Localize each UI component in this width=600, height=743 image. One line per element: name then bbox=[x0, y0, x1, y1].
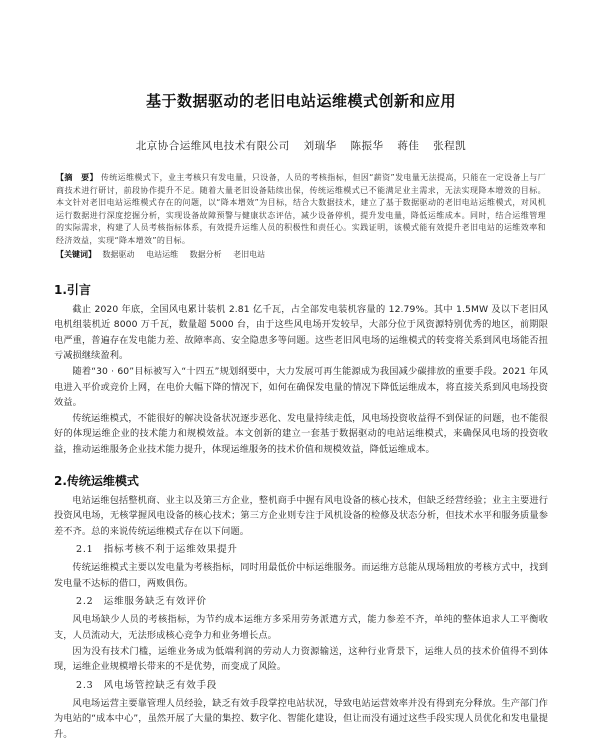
keywords bbox=[54, 249, 548, 261]
section-heading-introduction: 1.引言 bbox=[54, 282, 91, 297]
subsection-heading: 2.2 运维服务缺乏有效评价 bbox=[76, 596, 207, 608]
keyword: 数据分析 bbox=[189, 249, 222, 259]
paragraph: 传统运维模式，不能很好的解决设备状况逐步恶化、发电量持续走低，风电场投资收益得不到保证的问题，也不能很好的体现运维企业的技术能力和规模效益。本文创新的建立一套基于数据驱动的电站运维模式，来确保风电场的投资收益，推动运维服务企业技术能力提升，体现运维服务的技术价值和规模效益，降低运维成本。 bbox=[54, 412, 548, 455]
section-heading-traditional-om: 2.传统运维模式 bbox=[54, 473, 139, 488]
abstract-label: 【摘 要】 bbox=[56, 173, 98, 182]
abstract-text: 传统运维模式下，业主考核只有发电量，只设备，人员的考核指标，但因“薪资”发电量无法提高，只能在一定设备上与厂商技术进行研讨，前段协作提升不足。随着大量老旧设备陆续出保，传统运维模式已不能满足业主需求，无法实现降本增效的目标。本文针对老旧电站运维模式存在的问题，以“降本增效”为目标，结合大数据技术，建立了基于数据驱动的老旧电站运维模式，对风机运行数据进行深度挖掘分析，实现设备故障预警与健康状态评估，减少设备停机，提升发电量，降低运维成本。同时，结合运维管理的实际需求，构建了人员考核指标体系，有效提升运维人员的积极性和责任心。实践证明，该模式能有效提升老旧电站的运维效率和经济效益，实现“降本增效”的目标。 bbox=[56, 173, 546, 245]
author-name: 张程凯 bbox=[433, 140, 467, 152]
paragraph: 因为没有技术门槛，运维业务成为低端利润的劳动人力资源输送，这种行业背景下，运维人员的技术价值得不到体现，运维企业规模增长带来的不是优势，而变成了风险。 bbox=[54, 645, 548, 673]
paragraph: 风电场缺少人员的考核指标，为节约成本运维方多采用劳务派遣方式，能力参差不齐，单纯的整体追求人工平衡收支，人员流动大，无法形成核心竞争力和业务增长点。 bbox=[54, 614, 548, 642]
author-name: 陈振华 bbox=[350, 140, 384, 152]
author-name: 蒋佳 bbox=[397, 140, 420, 152]
abstract bbox=[54, 172, 548, 248]
subsection-heading: 2.3 风电场管控缺乏有效手段 bbox=[76, 679, 218, 691]
author-affiliation: 北京协合运维风电技术有限公司 bbox=[135, 140, 290, 152]
keyword: 数据驱动 bbox=[102, 249, 135, 259]
paragraph: 截止 2020 年底，全国风电累计装机 2.81 亿千瓦，占全部发电装机容量的 12.79%。其中 1.5MW 及以下老旧风电机组装机近 8000 万千瓦，数量超 5000 台，由于这些风电场开发较早，大部分位于风资源特别优秀的地区，前期限电严重，普遍存在发电能力差、故障率高、安全隐患多等问题。这些老旧风电场的运维模式的转变将关系到风电场能否扭亏减损继续盈利。 bbox=[54, 303, 548, 362]
keyword: 老旧电站 bbox=[233, 249, 266, 259]
author-name: 刘瑞华 bbox=[303, 140, 337, 152]
paragraph: 随着“30 · 60”目标被写入“十四五”规划纲要中，大力发展可再生能源成为我国减少碳排放的重要手段。2021 年风电进入平价或竞价上网，在电价大幅下降的情况下，如何在确保发电量的情况下降低运维成本，将直接关系到风电场投资效益。 bbox=[54, 365, 548, 409]
author-line bbox=[54, 138, 548, 153]
keyword: 电站运维 bbox=[146, 249, 179, 259]
paragraph: 传统运维模式主要以发电量为考核指标，同时用最低价中标运维服务。而运维方总能从现场粗放的考核方式中，找到发电量不达标的借口，两败俱伤。 bbox=[54, 562, 548, 589]
paragraph: 风电场运营主要靠管理人员经验，缺乏有效手段掌控电站状况，导致电站运营效率并没有得到充分释放。生产部门作为电站的“成本中心”，虽然开展了大量的集控、数字化、智能化建设，但让而没有通过这些手段实现人员优化和发电量提升。 bbox=[54, 697, 548, 741]
keywords-label: 【关键词】 bbox=[56, 249, 96, 259]
subsection-heading: 2.1 指标考核不利于运维效果提升 bbox=[76, 544, 238, 556]
paragraph: 电站运维包括整机商、业主以及第三方企业，整机商手中握有风电设备的核心技术，但缺乏经营经验；业主主要进行投资风电场，无核掌握风电设备的核心技术；第三方企业则专注于风机设备的检修及状态分析，但技术水平和服务质量参差不齐。总的来说传统运维模式存在以下问题。 bbox=[54, 494, 548, 537]
paper-title: 基于数据驱动的老旧电站运维模式创新和应用 bbox=[145, 92, 456, 110]
